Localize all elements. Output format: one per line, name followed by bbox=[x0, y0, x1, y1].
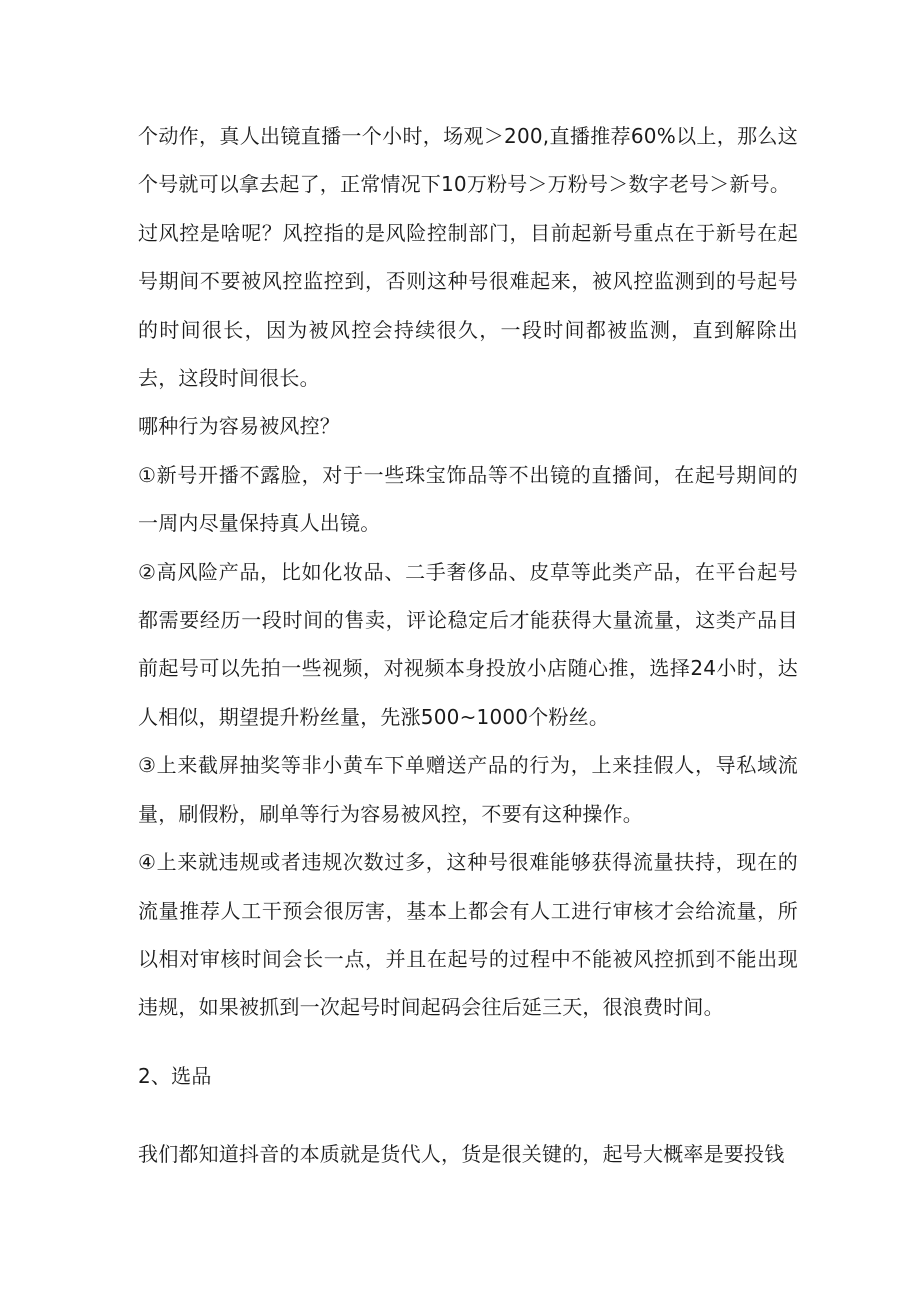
paragraph-point-1: ①新号开播不露脸，对于一些珠宝饰品等不出镜的直播间，在起号期间的一周内尽量保持真人出镜。 bbox=[138, 462, 798, 536]
paragraph-risk-question: 哪种行为容易被风控？ bbox=[138, 414, 340, 439]
paragraph-risk-control-definition: 过风控是啥呢？风控指的是风险控制部门，目前起新号重点在于新号在起号期间不要被风控监控到，否则这种号很难起来，被风控监测到的号起号的时间很长，因为被风控会持续很久，一段时间都被监测，直到解除出去，这段时间很长。 bbox=[138, 220, 798, 391]
paragraph-point-3: ③上来截屏抽奖等非小黄车下单赠送产品的行为，上来挂假人，导私域流量，刷假粉，刷单等行为容易被风控，不要有这种操作。 bbox=[138, 753, 798, 826]
section-heading: 2、选品 bbox=[138, 1063, 212, 1088]
paragraph-closing: 我们都知道抖音的本质就是货代人，货是很关键的，起号大概率是要投钱 bbox=[138, 1142, 785, 1167]
paragraph-live-requirements: 个动作，真人出镜直播一个小时，场观＞200,直播推荐60%以上，那么这个号就可以拿去起了，正常情况下10万粉号＞万粉号＞数字老号＞新号。 bbox=[138, 124, 798, 197]
paragraph-point-2: ②高风险产品，比如化妆品、二手奢侈品、皮草等此类产品，在平台起号都需要经历一段时间的售卖，评论稳定后才能获得大量流量，这类产品目前起号可以先拍一些视频，对视频本身投放小店随心推，选择24小时，达人相似，期望提升粉丝量，先涨500~1000个粉丝。 bbox=[138, 559, 798, 729]
paragraph-point-4: ④上来就违规或者违规次数过多，这种号很难能够获得流量扶持，现在的流量推荐人工干预会很厉害，基本上都会有人工进行审核才会给流量，所以相对审核时间会长一点，并且在起号的过程中不能被风控抓到不能出现违规，如果被抓到一次起号时间起码会往后延三天，很浪费时间。 bbox=[138, 850, 798, 1020]
document-body bbox=[138, 112, 798, 1179]
